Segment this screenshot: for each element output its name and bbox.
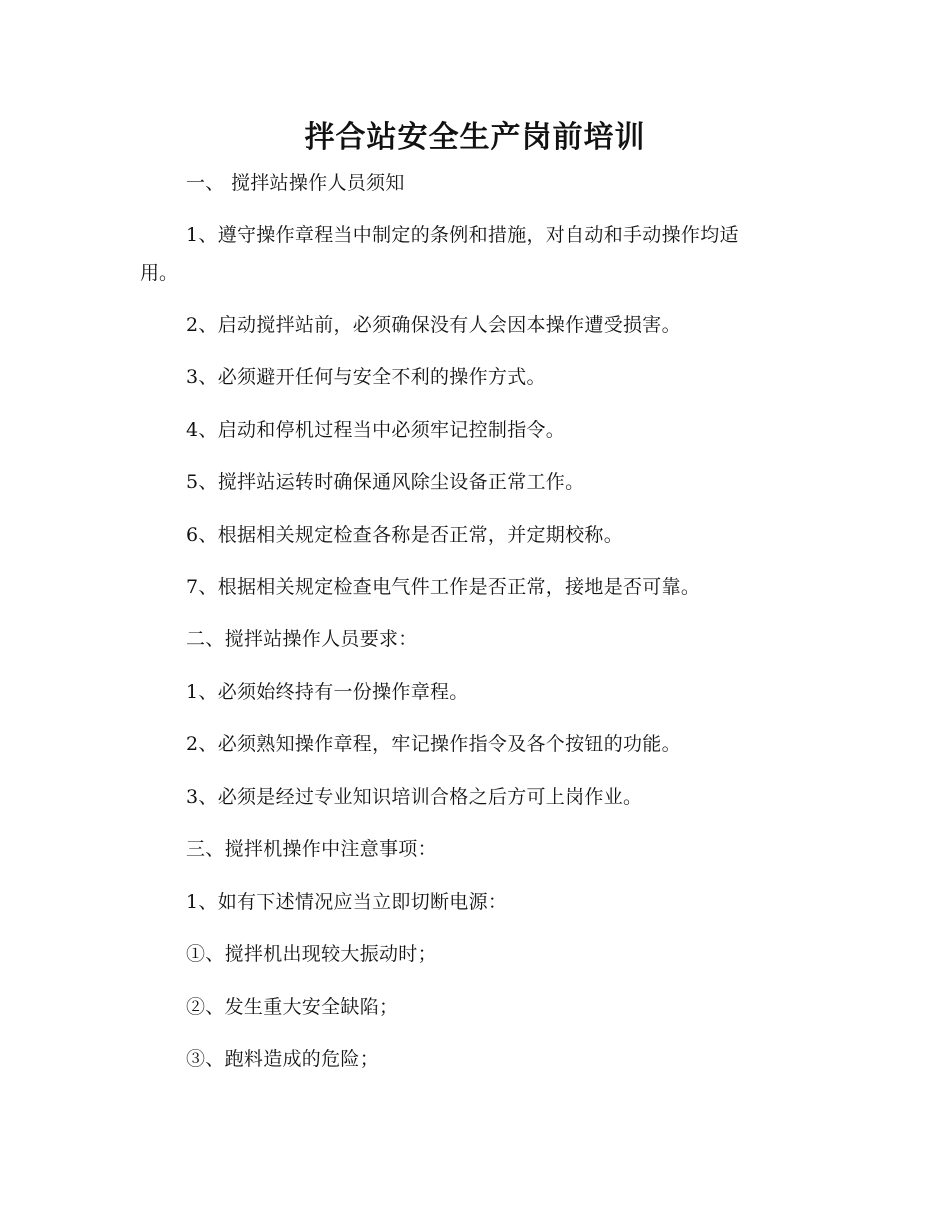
paragraph: 1、如有下述情况应当立即切断电源： xyxy=(186,891,508,913)
list-item: ③、跑料造成的危险； xyxy=(186,1048,380,1070)
paragraph: 2、必须熟知操作章程，牢记操作指令及各个按钮的功能。 xyxy=(186,733,681,755)
paragraph: 3、必须是经过专业知识培训合格之后方可上岗作业。 xyxy=(186,786,643,808)
paragraph: 2、启动搅拌站前，必须确保没有人会因本操作遭受损害。 xyxy=(186,314,681,336)
section-heading-1: 一、 搅拌站操作人员须知 xyxy=(186,172,405,194)
section-heading-2: 二、搅拌站操作人员要求： xyxy=(186,628,418,650)
section-heading-3: 三、搅拌机操作中注意事项： xyxy=(186,838,437,860)
paragraph: 5、搅拌站运转时确保通风除尘设备正常工作。 xyxy=(186,471,585,493)
list-item: ①、搅拌机出现较大振动时； xyxy=(186,943,437,965)
paragraph: 4、启动和停机过程当中必须牢记控制指令。 xyxy=(186,419,566,441)
paragraph: 1、遵守操作章程当中制定的条例和措施，对自动和手动操作均适 xyxy=(186,224,739,246)
paragraph: 7、根据相关规定检查电气件工作是否正常，接地是否可靠。 xyxy=(186,576,701,598)
document-title: 拌合站安全生产岗前培训 xyxy=(304,120,646,155)
paragraph-continuation: 用。 xyxy=(140,262,179,284)
paragraph: 6、根据相关规定检查各称是否正常，并定期校称。 xyxy=(186,524,623,546)
paragraph: 3、必须避开任何与安全不利的操作方式。 xyxy=(186,366,546,388)
list-item: ②、发生重大安全缺陷； xyxy=(186,996,399,1018)
paragraph: 1、必须始终持有一份操作章程。 xyxy=(186,681,469,703)
